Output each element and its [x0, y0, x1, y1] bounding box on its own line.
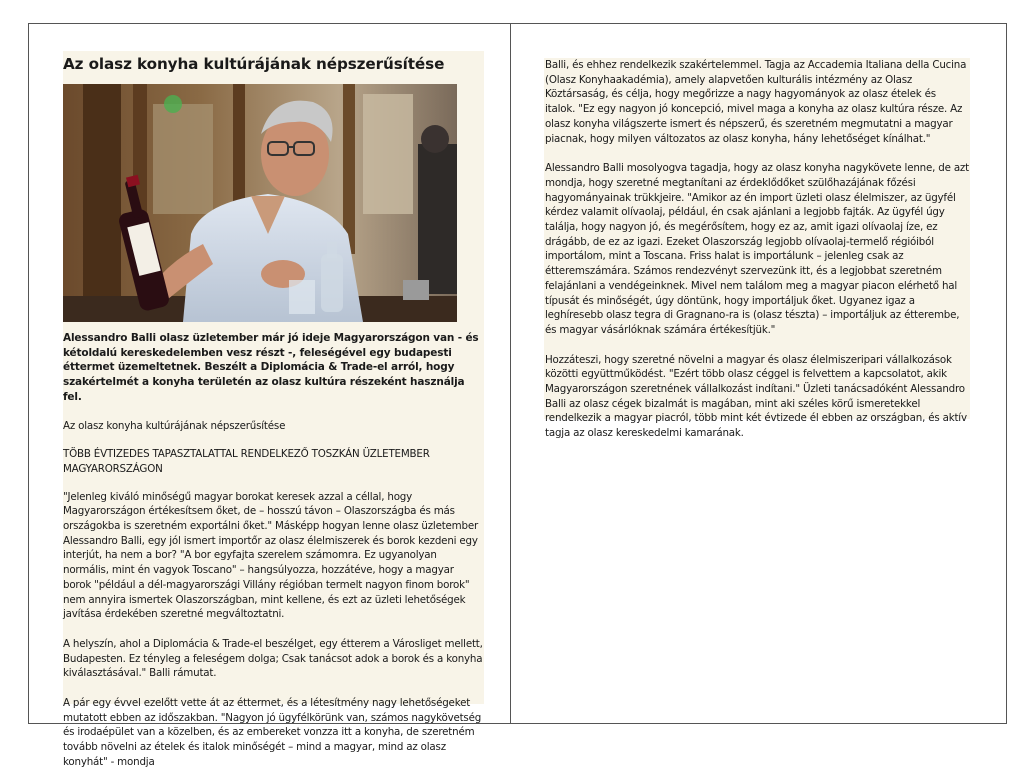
body-paragraph: A pár egy évvel ezelőtt vette át az éttermet, és a létesítmény nagy lehetőségeket mutatott ebben az időszakban. "Nagyon jó ügyfélkörünk van, számos nagykövetség és irodaépület van a közelben, és az embereket vonzza itt a konyha, de szeretném tovább növelni az ételek és italok minőségét – mind a magyar, mind az olasz konyhát" - mondja — [63, 697, 482, 768]
body-paragraph: Balli, és ehhez rendelkezik szakértelemmel. Tagja az Accademia Italiana della Cucina (Olasz Konyhaakadémia), amely alapvetően kulturális intézmény az Olasz Köztársaság, és célja, hogy megőrizze a nagy hagyományok az olasz ételek és italok. "Ez egy nagyon jó koncepció, mivel maga a konyha az olasz kultúra része. Az olasz konyha világszerte ismert és népszerű, és szeretném megmutatni a magyar piacnak, hogy milyen változatos az olasz konyha, hány lehetőséget kínálhat." — [545, 59, 967, 145]
subheading: TÖBB ÉVTIZEDES TAPASZTALATTAL RENDELKEZŐ TOSZKÁN ÜZLETEMBER MAGYARORSZÁGON — [63, 448, 430, 475]
left-page-column — [63, 51, 484, 768]
left-article-body — [63, 419, 484, 770]
body-paragraph: Alessandro Balli mosolyogva tagadja, hogy az olasz konyha nagykövete lenne, de azt mondja, hogy szeretné megtanítani az érdeklődőket szülőhazájának főzési hagyományainak trükkjeire. "Amikor az én import üzleti olasz élelmiszer, az ügyfél kérdez valamit olívaolaj, például, én csak ajánlani a legjobb fajták. Az ügyfél úgy találja, hogy nagyon jó, és megérősítem, hogy ez az, amit igazi olívaolaj íze, ez drágább, de ez az igazi. Ezeket Olaszország legjobb olívaolaj-termelő régióiból importálom, mint a Toscana. Friss halat is importálunk – jelenleg csak az étteremszámára. Számos rendezvényt szervezünk itt, és a legjobbat szeretném felajánlani a vendégeinknek. Mivel nem találom meg a magyar piacon elérhető hal típusát és minőségét, úgy döntünk, hogy importáljuk őket. Ugyanez igaz a leghíresebb olasz tegra di Gragnano-ra is (olasz tészta) – importáljuk az étterembe, és magyar vásárlóknak számára értékesítjük." — [545, 162, 969, 336]
right-article-body — [545, 58, 969, 441]
portrait-photo-icon — [63, 84, 457, 322]
document-spread — [28, 23, 1007, 768]
body-paragraph: A helyszín, ahol a Diplomácia & Trade-el beszélget, egy étterem a Városliget mellett, Budapesten. Ez tényleg a feleségem dolga; Csak tanácsot adok a borok és a konyha kiválasztásával." Balli rámutat. — [63, 637, 483, 680]
body-paragraph: "Jelenleg kiváló minőségű magyar borokat keresek azzal a céllal, hogy Magyarországon értékesítsem őket, de – hosszú távon – Olaszországba és más országokba is szeretném exportálni őket." Másképp hogyan lenne olasz üzletember Alessandro Balli, egy jól ismert importőr az olasz élelmiszerek és borok kezdeni egy interjút, ha nem a bor? "A bor egyfajta szerelem számomra. Ez ugyanolyan normális, mint én vagyok Toscano" – hangsúlyozza, hozzátéve, hogy a magyar borok "például a dél-magyarországi Villány régióban termelt nagyon finom borok" nem annyira ismertek Olaszországban, mint kellene, és ezt az üzleti lehetőségek javítása érdekében szeretné megváltoztatni. — [63, 490, 479, 621]
section-label: Az olasz konyha kultúrájának népszerűsítése — [63, 419, 286, 432]
article-lead: Alessandro Balli olasz üzletember már jó ideje Magyarországon van - és kétoldalú kereskedelemben vesz részt -, feleségével egy budapesti éttermet üzemeltetnek. Beszélt a Diplomácia & Trade-el arról, hogy szakértelmét a konyha területén az olasz kultúra részeként használja fel. — [63, 332, 479, 403]
article-title: Az olasz konyha kultúrájának népszerűsítése — [63, 55, 445, 73]
body-paragraph: Hozzáteszi, hogy szeretné növelni a magyar és olasz élelmiszeripari vállalkozások közötti együttműködést. "Ezért több olasz céggel is felvettem a kapcsolatot, akik Magyarországon szeretnének vállalkozást indítani." Üzleti tanácsadóként Alessandro Balli az olasz cégek bizalmát is magában, mint aki széles körű ismeretekkel rendelkezik a magyar piacról, több mint két évtizede él ebben az országban, és aktív tagja az olasz kereskedelmi kamarának. — [545, 353, 967, 440]
right-page-column — [544, 58, 970, 440]
page-divider — [510, 24, 511, 723]
